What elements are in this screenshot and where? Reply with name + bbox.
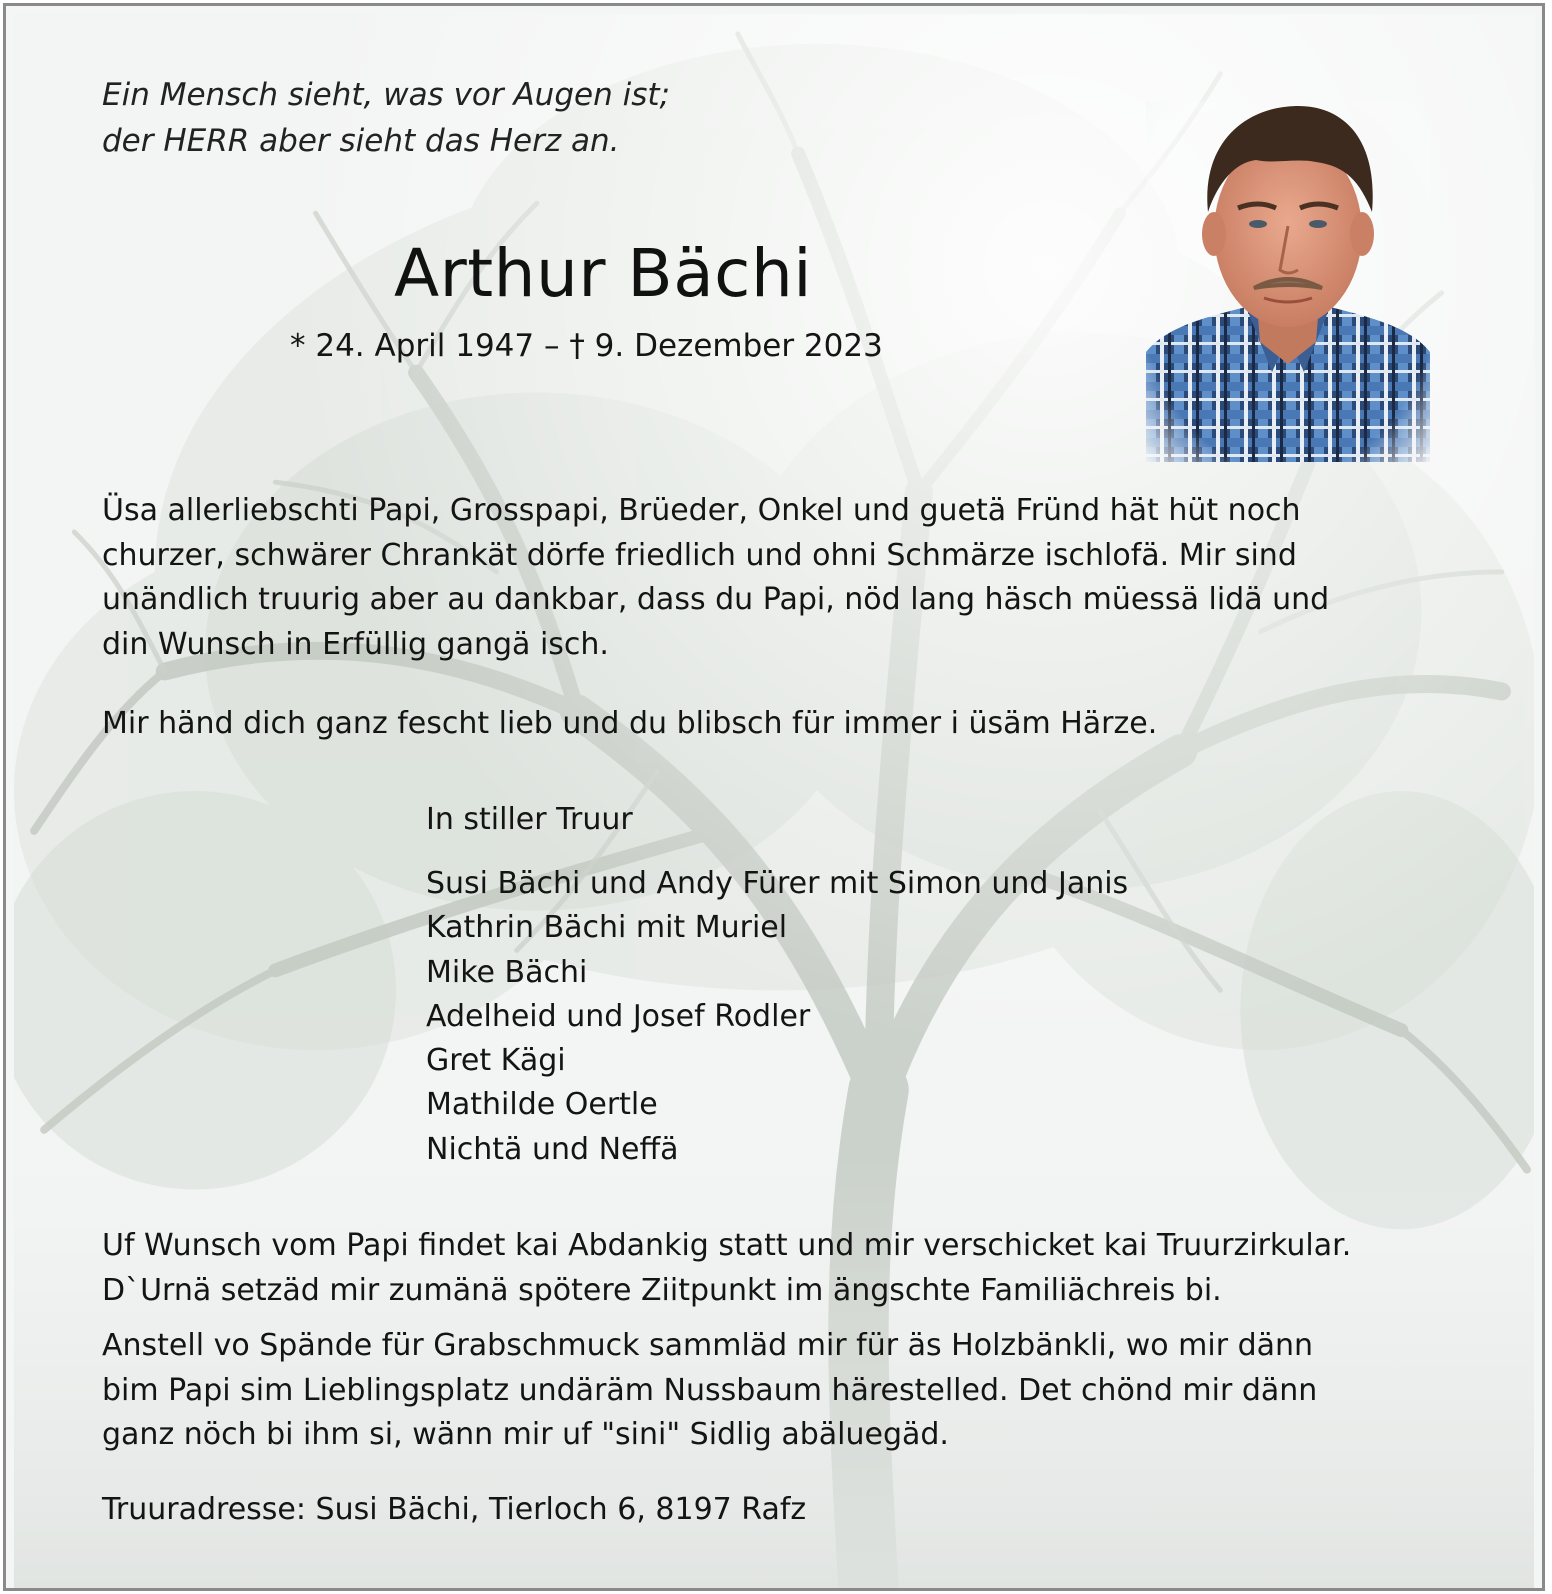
message-line: din Wunsch in Erfüllig gangä isch. <box>102 626 609 662</box>
mourner-name: Gret Kägi <box>426 1043 566 1079</box>
mourning-intro: In stiller Truur <box>426 802 633 837</box>
obituary-card <box>3 3 1545 1591</box>
message-line: Mir händ dich ganz fescht lieb und du blibsch für immer i üsäm Härze. <box>102 706 1158 741</box>
deceased-name: Arthur Bächi <box>394 235 813 312</box>
notice-paragraph-donations <box>102 1324 1482 1458</box>
message-paragraph-1 <box>102 489 1482 667</box>
obituary-content <box>14 14 1534 1588</box>
verse-line-2: der HERR aber sieht das Herz an. <box>102 123 620 159</box>
mourner-name: Nichtä und Neffä <box>426 1131 679 1167</box>
portrait-photo <box>1146 102 1430 462</box>
life-dates: * 24. April 1947 – † 9. Dezember 2023 <box>290 328 883 364</box>
mourner-name: Mathilde Oertle <box>426 1087 658 1123</box>
message-line: Üsa allerliebschti Papi, Grosspapi, Brüeder, Onkel und guetä Fründ hät hüt noch <box>102 493 1301 528</box>
verse-line-1: Ein Mensch sieht, was vor Augen ist; <box>102 77 670 113</box>
notice-line: D`Urnä setzäd mir zumänä spötere Ziitpunkt im ängschte Familiächreis bi. <box>102 1272 1222 1308</box>
mourning-address: Truuradresse: Susi Bächi, Tierloch 6, 8197 Rafz <box>102 1492 807 1527</box>
notice-line: Uf Wunsch vom Papi findet kai Abdankig statt und mir verschicket kai Truurzirkular. <box>102 1228 1352 1263</box>
mourner-name: Kathrin Bächi mit Muriel <box>426 910 788 946</box>
mourner-name: Susi Bächi und Andy Fürer mit Simon und Janis <box>426 866 1129 901</box>
mourners-list <box>426 862 1128 1172</box>
bible-verse <box>102 72 670 164</box>
notice-paragraph-ceremony <box>102 1224 1482 1313</box>
notice-line: bim Papi sim Lieblingsplatz undäräm Nussbaum härestelled. Det chönd mir dänn <box>102 1372 1318 1408</box>
message-line: unändlich truurig aber au dankbar, dass du Papi, nöd lang häsch müessä lidä und <box>102 582 1330 617</box>
mourner-name: Mike Bächi <box>426 954 588 990</box>
notice-line: Anstell vo Spände für Grabschmuck sammläd mir für äs Holzbänkli, wo mir dänn <box>102 1328 1314 1363</box>
message-line: churzer, schwärer Chrankät dörfe friedlich und ohni Schmärze ischlofä. Mir sind <box>102 537 1297 573</box>
mourner-name: Adelheid und Josef Rodler <box>426 998 811 1034</box>
notice-line: ganz nöch bi ihm si, wänn mir uf "sini" Sidlig abäluegäd. <box>102 1417 949 1452</box>
message-paragraph-2 <box>102 702 1482 747</box>
